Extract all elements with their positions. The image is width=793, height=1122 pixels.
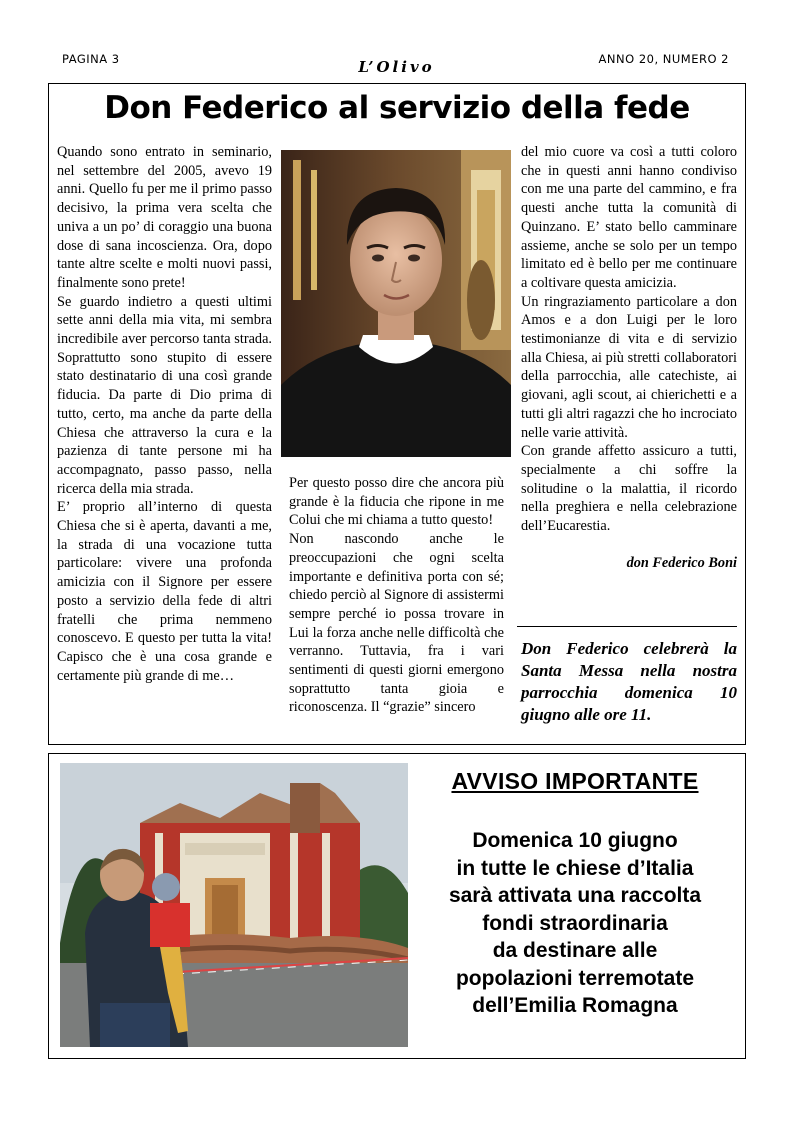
paragraph: Con grande affetto assicuro a tutti, specialmente a chi soffre la solitudine o la malattia, il ricordo nella preghiera e nella celebrazione dell’Eucarestia. — [521, 443, 737, 535]
notice-line: da destinare alle — [492, 939, 658, 962]
notice-line: popolazioni terremotate — [455, 966, 695, 990]
notice-title: AVVISO IMPORTANTE — [451, 768, 699, 794]
issue-number: ANNO 20, NUMERO 2 — [598, 52, 729, 66]
article-column-2 — [289, 474, 504, 717]
earthquake-church-photo — [60, 763, 408, 1047]
notice-line: in tutte le chiese d’Italia — [456, 856, 694, 880]
notice-line: fondi straordinaria — [482, 911, 668, 935]
signature: don Federico Boni — [626, 554, 737, 571]
mass-announcement: Don Federico celebrerà la Santa Messa nella nostra parrocchia domenica 10 giugno alle ore 11. — [521, 639, 737, 724]
article-column-3 — [521, 143, 737, 572]
masthead: L’Olivo — [358, 58, 435, 76]
paragraph: E’ proprio all’interno di questa Chiesa che si è aperta, davanti a me, la strada di una vocazione tutta particolare: vivere una profonda amicizia con il Signore per essere posto a servizio della fede di altri fratelli che prima nemmeno conoscevo. E questo per tutta la vita! Capisco che è una cosa grande e certamente più grande di me… — [57, 499, 272, 684]
paragraph: Per questo posso dire che ancora più grande è la fiducia che ripone in me Colui che mi chiama a tutto questo! — [289, 475, 504, 529]
notice-body — [420, 827, 730, 1020]
paragraph: Un ringraziamento particolare a don Amos e a don Luigi per le loro testimonianze di vita e di servizio alla Chiesa, ai più stretti collaboratori della parrocchia, alle catechiste, ai giovani, agli scout, ai chierichetti e a tutti gli altri ragazzi che ho incrociato nelle varie attività. — [521, 293, 737, 441]
notice-line: Domenica 10 giugno — [472, 829, 678, 852]
article-title: Don Federico al servizio della fede — [104, 90, 690, 126]
paragraph: Se guardo indietro a questi ultimi sette anni della mia vita, mi sembra incredibile aver percorso tanta strada. Soprattutto sono stupito di essere stato destinatario di una così grande fiducia. Da parte di Dio prima di tutto, certo, ma anche da parte della Chiesa che attraverso la cura e la pazienza di tante persone mi ha accompagnato, passo passo, nella ricerca della mia strada. — [57, 293, 272, 497]
paragraph: del mio cuore va così a tutti coloro che in questi anni hanno condiviso con me una parte del cammino, e fra questi anche tutta la comunità di Quinzano. E’ stato bello camminare assieme, anche se solo per un tempo limitato ed è bello per me continuare a coltivare questa amicizia. — [521, 144, 737, 291]
priest-portrait-photo — [281, 150, 511, 457]
page-number: PAGINA 3 — [62, 52, 120, 66]
paragraph: Non nascondo anche le preoccupazioni che ogni scelta importante e definitiva porta con sé; chiedo perciò al Signore di assistermi sempre perché io possa trovare in Lui la forza anche nelle difficoltà che verranno. Tuttavia, fra i vari sentimenti di questi giorni emergono soprattutto tanta gioia e riconoscenza. Il “grazie” sincero — [289, 531, 504, 716]
divider — [517, 626, 737, 627]
notice-line: dell’Emilia Romagna — [472, 994, 678, 1017]
article-column-1 — [57, 143, 272, 685]
notice-line: sarà attivata una raccolta — [448, 884, 702, 907]
paragraph: Quando sono entrato in seminario, nel settembre del 2005, avevo 19 anni. Quello fu per me il primo passo decisivo, la prima vera scelta che univa a un po’ di coraggio una buona dose di sana incoscienza. Ora, dopo tante altre scelte e molti nuovi passi, finalmente sono prete! — [57, 144, 272, 291]
